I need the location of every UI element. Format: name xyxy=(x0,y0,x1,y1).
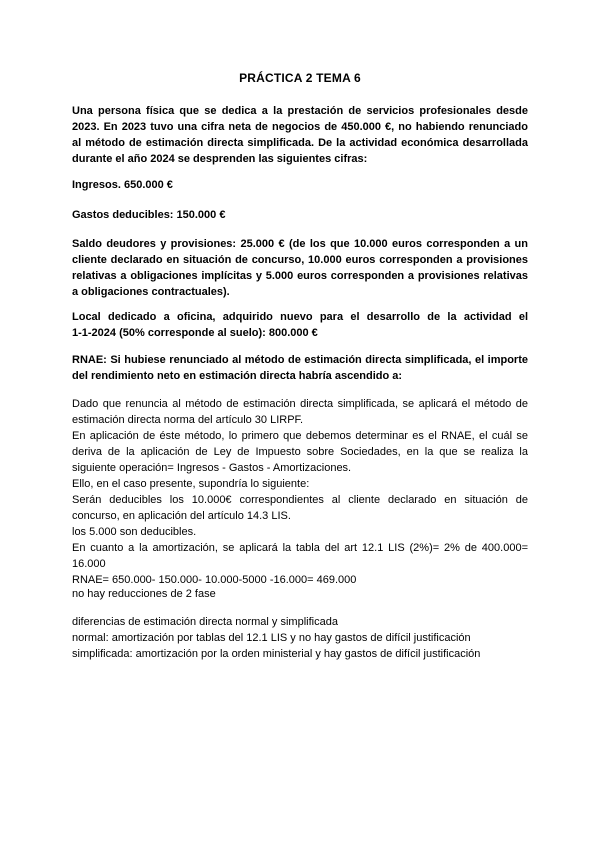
diferencias-line: diferencias de estimación directa normal y simplificada xyxy=(72,616,338,628)
saldo-paragraph xyxy=(72,236,528,300)
page-title: PRÁCTICA 2 TEMA 6 xyxy=(239,71,361,85)
answer-line: RNAE= 650.000- 150.000- 10.000-5000 -16.000= 469.000 xyxy=(72,574,357,586)
rnae-line: RNAE: Si hubiese renunciado al método de estimación directa simplificada, el importe xyxy=(72,354,528,366)
rnae-question xyxy=(72,352,528,384)
local-line: 1-1-2024 (50% corresponde al suelo): 800.000 € xyxy=(72,327,318,339)
saldo-line: Saldo deudores y provisiones: 25.000 € (de los que 10.000 euros corresponden a un xyxy=(72,238,528,250)
answer-line: 16.000 xyxy=(72,558,106,570)
intro-line: al método de estimación directa simplificada. De la actividad económica desarrollada xyxy=(72,137,528,149)
answer-paragraph xyxy=(72,396,528,588)
saldo-line: cliente declarado en situación de concurso, 10.000 euros corresponden a provisiones xyxy=(72,254,528,266)
answer-line: En aplicación de éste método, lo primero que debemos determinar es el RNAE, el cuál se xyxy=(72,430,528,442)
local-paragraph xyxy=(72,309,528,341)
rnae-line: del rendimiento neto en estimación directa habría ascendido a: xyxy=(72,370,403,382)
intro-line: 2023. En 2023 tuvo una cifra neta de negocios de 450.000 €, no habiendo renunciado xyxy=(72,121,528,133)
answer-line: Dado que renuncia al método de estimación directa simplificada, se aplicará el método de xyxy=(72,398,528,410)
answer-line: estimación directa norma del artículo 30 LIRPF. xyxy=(72,414,304,426)
gastos-line: Gastos deducibles: 150.000 € xyxy=(72,209,226,221)
answer-line: Ello, en el caso presente, supondría lo siguiente: xyxy=(72,478,310,490)
saldo-line: a obligaciones contractuales). xyxy=(72,286,230,298)
intro-line: Una persona física que se dedica a la prestación de servicios profesionales desde xyxy=(72,105,528,117)
answer-line: concurso, en aplicación del artículo 14.3 LIS. xyxy=(72,510,291,522)
ingresos-line: Ingresos. 650.000 € xyxy=(72,179,173,191)
answer-line: siguiente operación= Ingresos - Gastos - Amortizaciones. xyxy=(72,462,352,474)
diferencias-paragraph xyxy=(72,614,528,662)
answer-line: los 5.000 son deducibles. xyxy=(72,526,197,538)
intro-line: durante el año 2024 se desprenden las siguientes cifras: xyxy=(72,153,368,165)
answer-line: En cuanto a la amortización, se aplicará la tabla del art 12.1 LIS (2%)= 2% de 400.000= xyxy=(72,542,528,554)
saldo-line: relativas a obligaciones implícitas y 5.000 euros corresponden a provisiones relativas xyxy=(72,270,528,282)
answer-line: Serán deducibles los 10.000€ correspondientes al cliente declarado en situación de xyxy=(72,494,528,506)
local-line: Local dedicado a oficina, adquirido nuevo para el desarrollo de la actividad el xyxy=(72,311,528,323)
answer-line: deriva de la aplicación de Ley de Impuesto sobre Sociedades, en la que se realiza la xyxy=(72,446,528,458)
intro-paragraph xyxy=(72,103,528,167)
diferencias-line: normal: amortización por tablas del 12.1 LIS y no hay gastos de difícil justificación xyxy=(72,632,471,644)
diferencias-line: simplificada: amortización por la orden ministerial y hay gastos de difícil justificación xyxy=(72,648,481,660)
note-reducciones: no hay reducciones de 2 fase xyxy=(72,588,216,600)
